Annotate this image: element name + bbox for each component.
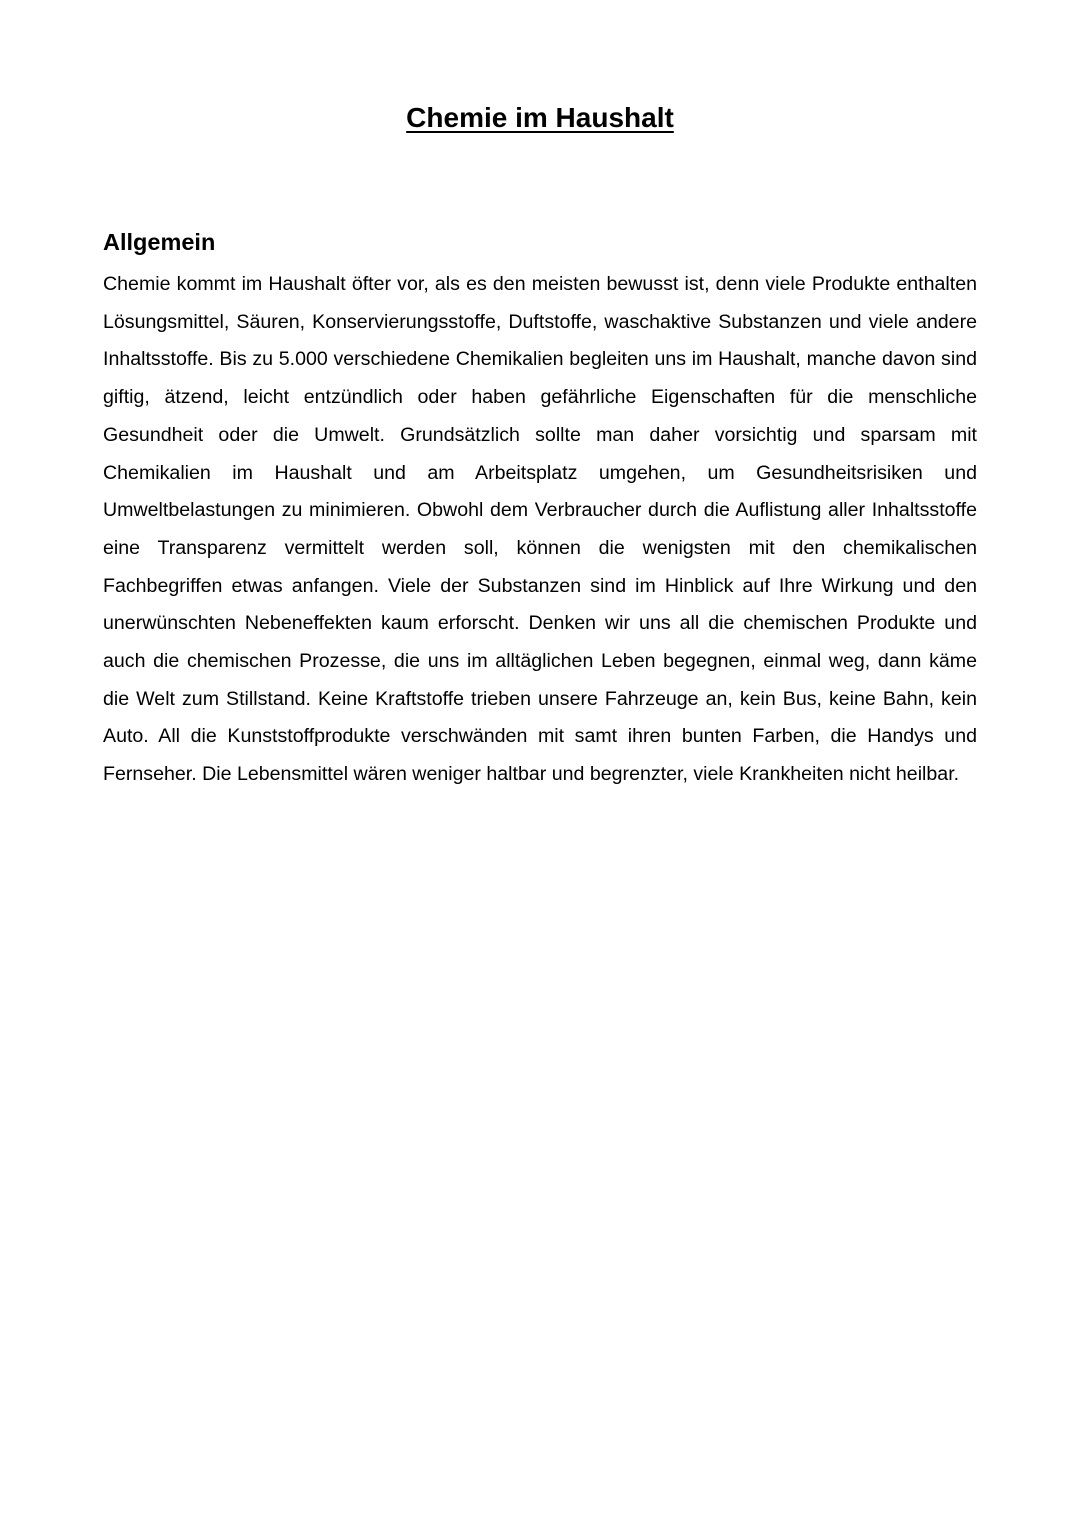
section-paragraph: Chemie kommt im Haushalt öfter vor, als es den meisten bewusst ist, denn viele Produkte enthalten Lösungsmittel, Säuren, Konservierungsstoffe, Duftstoffe, waschaktive Substanzen und viele andere Inhaltsstoffe. Bis zu 5.000 verschiedene Chemikalien begleiten uns im Haushalt, manche davon sind giftig, ätzend, leicht entzündlich oder haben gefährliche Eigenschaften für die menschliche Gesundheit oder die Umwelt. Grundsätzlich sollte man daher vorsichtig und sparsam mit Chemikalien im Haushalt und am Arbeitsplatz umgehen, um Gesundheitsrisiken und Umweltbelastungen zu minimieren. Obwohl dem Verbraucher durch die Auflistung aller Inhaltsstoffe eine Transparenz vermittelt werden soll, können die wenigsten mit den chemikalischen Fachbegriffen etwas anfangen. Viele der Substanzen sind im Hinblick auf Ihre Wirkung und den unerwünschten Nebeneffekten kaum erforscht. Denken wir uns all die chemischen Produkte und auch die chemischen Prozesse, die uns im alltäglichen Leben begegnen, einmal weg, dann käme die Welt zum Stillstand. Keine Kraftstoffe trieben unsere Fahrzeuge an, kein Bus, keine Bahn, kein Auto. All die Kunststoffprodukte verschwänden mit samt ihren bunten Farben, die Handys und Fernseher. Die Lebensmittel wären weniger haltbar und begrenzter, viele Krankheiten nicht heilbar. [103, 273, 977, 786]
section-heading-allgemein: Allgemein [103, 229, 216, 255]
document-title: Chemie im Haushalt [406, 102, 674, 133]
